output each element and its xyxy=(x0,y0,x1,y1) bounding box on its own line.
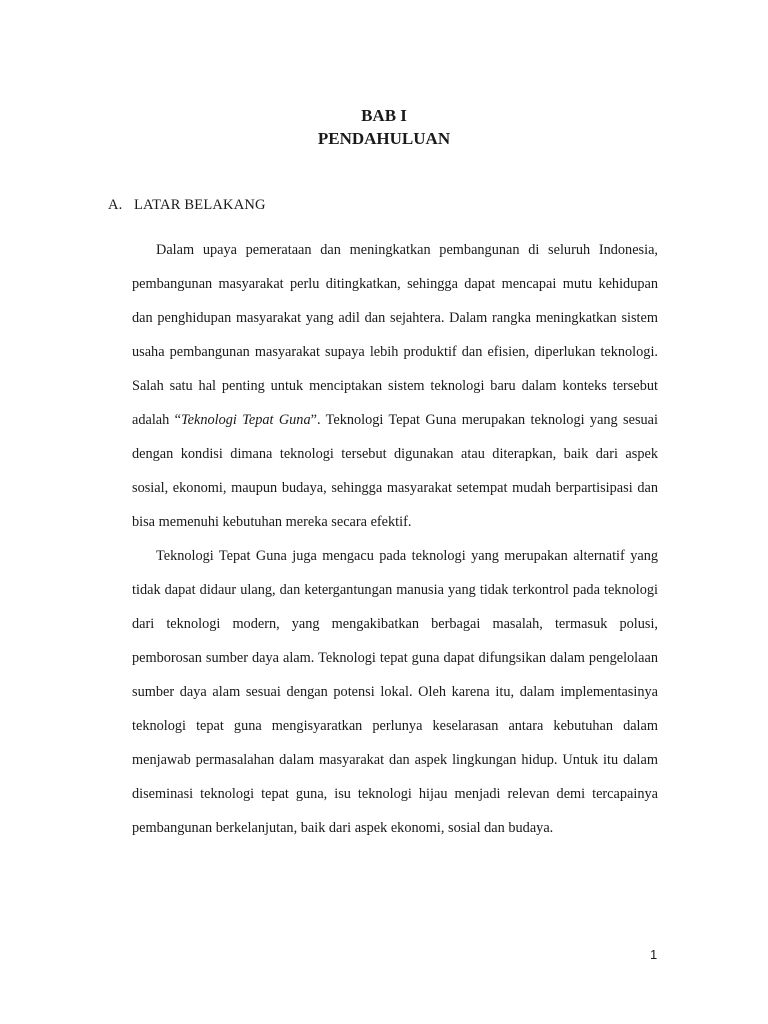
chapter-title: PENDAHULUAN xyxy=(317,129,451,148)
chapter-label: BAB I xyxy=(361,106,407,125)
paragraph-1 xyxy=(132,233,658,539)
paragraph-1-part-1: Dalam upaya pemerataan dan meningkatkan pembangunan di seluruh Indonesia, pembangunan masyarakat perlu ditingkatkan, sehingga dapat mencapai mutu kehidupan dan penghidupan masyarakat yang adil dan sejahtera. Dalam rangka meningkatkan sistem usaha pembangunan masyarakat supaya lebih produktif dan efisien, diperlukan teknologi. Salah satu hal penting untuk menciptakan sistem teknologi baru dalam konteks tersebut adalah “ xyxy=(132,242,658,428)
paragraph-1-part-2: ”. Teknologi Tepat Guna merupakan teknologi yang sesuai dengan kondisi dimana teknologi tersebut digunakan atau diterapkan, baik dari aspek sosial, ekonomi, maupun budaya, sehingga masyarakat setempat mudah berpartisipasi dan bisa memenuhi kebutuhan mereka secara efektif. xyxy=(132,412,658,530)
paragraph-1-italic-term: Teknologi Tepat Guna xyxy=(181,412,311,428)
section-heading xyxy=(108,197,266,214)
body-text xyxy=(132,233,658,845)
chapter-heading xyxy=(0,104,768,150)
section-title: LATAR BELAKANG xyxy=(134,197,266,213)
paragraph-2: Teknologi Tepat Guna juga mengacu pada teknologi yang merupakan alternatif yang tidak dapat didaur ulang, dan ketergantungan manusia yang tidak terkontrol pada teknologi dari teknologi modern, yang mengakibatkan berbagai masalah, termasuk polusi, pemborosan sumber daya alam. Teknologi tepat guna dapat difungsikan dalam pengelolaan sumber daya alam sesuai dengan potensi lokal. Oleh karena itu, dalam implementasinya teknologi tepat guna mengisyaratkan perlunya keselarasan antara kebutuhan dalam menjawab permasalahan dalam masyarakat dan aspek lingkungan hidup. Untuk itu dalam diseminasi teknologi tepat guna, isu teknologi hijau menjadi relevan demi tercapainya pembangunan berkelanjutan, baik dari aspek ekonomi, sosial dan budaya. xyxy=(132,548,658,836)
page-number: 1 xyxy=(650,947,658,962)
section-letter: A. xyxy=(108,197,123,213)
